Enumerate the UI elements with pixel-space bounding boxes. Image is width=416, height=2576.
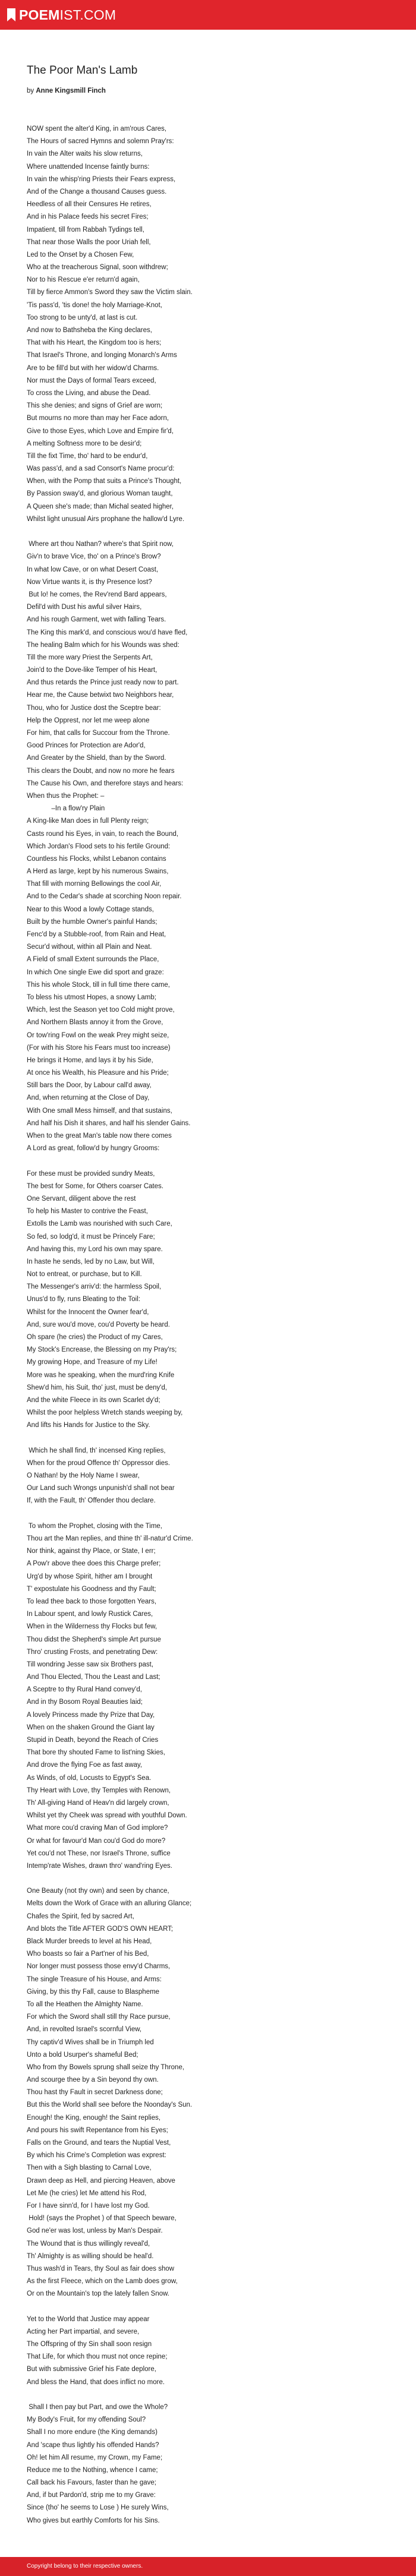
poem-line: And having this, my Lord his own may spare. <box>27 1245 163 1253</box>
poem-line: Reduce me to the Nothing, whence I came; <box>27 2466 158 2474</box>
poem-line: To help his Master to contrive the Feast, <box>27 1208 148 1216</box>
poem-line: By which his Crime's Completion was exprest: <box>27 2152 166 2160</box>
poem-title: The Poor Man's Lamb <box>27 64 138 77</box>
poem-line: One Beauty (not thy own) and seen by chance, <box>27 1887 169 1895</box>
poem-line: When on the shaken Ground the Giant lay <box>27 1723 155 1731</box>
poem-line: To cross the Living, and abuse the Dead. <box>27 389 151 397</box>
poem-line: When in the Wilderness thy Flocks but few, <box>27 1623 157 1631</box>
poem-line: In which One single Ewe did sport and graze: <box>27 968 164 976</box>
poem-line: Not to entreat, or purchase, but to Kill. <box>27 1271 142 1278</box>
poem-line: O Nathan! by the Holy Name I swear, <box>27 1472 140 1480</box>
poem-line: Join'd to the Dove-like Temper of his Heart, <box>27 667 157 674</box>
poem-line: Nor to his Rescue e'er return'd again, <box>27 276 140 284</box>
poem-line: Too strong to be unty'd, at last is cut. <box>27 314 138 321</box>
poem-line: Unto a bold Usurper's shameful Bed; <box>27 2051 138 2059</box>
poem-line: Stupid in Death, beyond the Reach of Cries <box>27 1737 159 1744</box>
poem-line: In what low Cave, or on what Desert Coast, <box>27 566 159 573</box>
poem-line: Melts down the Work of Grace with an alluring Glance; <box>27 1900 192 1908</box>
poem-line: Then with a Sigh blasting to Carnal Love, <box>27 2164 152 2172</box>
poem-line: Led to the Onset by a Chosen Few, <box>27 251 134 258</box>
poem-line: Th' All-giving Hand of Heav'n did largely crown, <box>27 1799 169 1807</box>
poem-line: Who from thy Bowels sprung shall seize thy Throne, <box>27 2063 185 2071</box>
brand-wordmark <box>19 8 116 22</box>
site-footer <box>0 2557 416 2576</box>
poem-line: Heedless of all their Censures He retires, <box>27 201 152 209</box>
poem-line: A Herd as large, kept by his numerous Swains, <box>27 868 169 876</box>
poem-line: Giving, by this thy Fall, cause to Blaspheme <box>27 1988 160 1996</box>
poem-line: T' expostulate his Goodness and thy Fault; <box>27 1585 156 1593</box>
copyright-text: Copyright belong to their respective owners. <box>27 2563 143 2569</box>
poem-line: Since (tho' he seems to Lose ) He surely Wins, <box>27 2504 169 2512</box>
site-logo-link[interactable] <box>7 8 116 22</box>
poem-line: Till by fierce Ammon's Sword they saw the Victim slain. <box>27 289 193 296</box>
stanza <box>27 1520 395 1873</box>
poem-line: And, if but Pardon'd, strip me to my Grave: <box>27 2492 156 2499</box>
poem-line: Yet to the World that Justice may appear <box>27 2315 150 2323</box>
poem-line: And Greater by the Shield, than by the Sword. <box>27 755 166 762</box>
poem-line: And 'scape thus lightly his offended Hands? <box>27 2441 159 2449</box>
stanza <box>27 2401 395 2527</box>
poem-line: Which Jordan's Flood sets to his fertile Ground: <box>27 842 171 850</box>
poem-line: A melting Softness more to be desir'd; <box>27 440 142 447</box>
poem-line: A Queen she's made; than Michal seated higher, <box>27 503 174 510</box>
poem-line: Intemp'rate Wishes, drawn thro' wand'ring Eyes. <box>27 1862 172 1870</box>
poem-line: Near to this Wood a lowly Cottage stands, <box>27 905 154 913</box>
poem-line: Shall I then pay but Part, and owe the Whole? <box>27 2403 168 2411</box>
poem-line: Thro' crusting Frosts, and penetrating Dew: <box>27 1648 158 1656</box>
bookmark-icon <box>7 8 15 21</box>
poem-line: Defil'd with Dust his awful silver Hairs, <box>27 604 142 611</box>
poem-line: The Messenger's arriv'd: the harmless Spoil, <box>27 1283 162 1291</box>
poem-line: As Winds, of old, Locusts to Egypt's Sea. <box>27 1774 152 1782</box>
poem-line: And lifts his Hands for Justice to the Sky. <box>27 1422 150 1429</box>
stanza <box>27 1168 395 1432</box>
poem-line: Thou art the Man replies, and thine th' ill-natur'd Crime. <box>27 1535 193 1542</box>
brand-light: IST.COM <box>59 7 116 23</box>
poem-line: God ne'er was lost, unless by Man's Despair. <box>27 2227 163 2235</box>
poem-line: Whilst light unusual Airs prophane the hallow'd Lyre. <box>27 515 185 523</box>
poem-line: And to the Cedar's shade at scorching Noon repair. <box>27 893 182 901</box>
poem-line: Shall I no more endure (the King demands) <box>27 2429 157 2436</box>
poem-line: A Lord as great, follow'd by hungry Grooms: <box>27 1145 160 1153</box>
poem-line: And now to Bathsheba the King declares, <box>27 327 152 334</box>
poem-line: The healing Balm which for his Wounds was shed: <box>27 641 179 649</box>
brand-bold: POEM <box>19 7 60 23</box>
poem-line: Extolls the Lamb was nourished with such Care, <box>27 1220 172 1228</box>
poem-line: In Labour spent, and lowly Rustick Cares, <box>27 1611 153 1618</box>
poem-line: Shew'd him, his Suit, tho' just, must be deny'd, <box>27 1384 168 1391</box>
poem-line: And pours his swift Repentance from his Eyes; <box>27 2126 168 2134</box>
poem-body <box>27 123 395 2527</box>
poem-line: That with his Heart, the Kingdom too is hers; <box>27 339 162 347</box>
poem-line: Thus wash'd in Tears, thy Soul as fair does show <box>27 2265 175 2272</box>
poem-line: Nor must the Days of formal Tears exceed, <box>27 377 156 384</box>
poem-line: And in his Palace feeds his secret Fires; <box>27 213 149 221</box>
poem-line: But mourns no more than may her Face adorn, <box>27 415 169 422</box>
poem-line: My Stock's Encrease, the Blessing on my Pray'rs; <box>27 1346 177 1354</box>
poem-line: In vain the whisp'ring Priests their Fears express, <box>27 175 176 183</box>
poem-line: Whilst for the Innocent the Owner fear'd, <box>27 1308 149 1316</box>
poem-line: Hear me, the Cause betwixt two Neighbors hear, <box>27 692 174 699</box>
poem-line: The Wound that is thus willingly reveal'd, <box>27 2240 150 2247</box>
stanza <box>27 1445 395 1508</box>
poem-line: And his rough Garment, wet with falling Tears. <box>27 616 166 624</box>
poem-line: What more cou'd craving Man of God implore? <box>27 1824 168 1832</box>
poem-line: The single Treasure of his House, and Arms: <box>27 1975 162 1983</box>
poem-line: Th' Almighty is as willing should be heal'd. <box>27 2252 154 2260</box>
poem-line: Help the Opprest, nor let me weep alone <box>27 716 150 724</box>
poem-line: When for the proud Offence th' Oppressor dies. <box>27 1459 171 1467</box>
poem-line: Thy Heart with Love, thy Temples with Renown, <box>27 1786 171 1794</box>
poem-line: My Body's Fruit, for my offending Soul? <box>27 2416 146 2424</box>
poem-line: In vain the Alter waits his slow returns, <box>27 150 143 158</box>
poem-line: With One small Mess himself, and that sustains, <box>27 1107 172 1115</box>
poem-line: Our Land such Wrongs unpunish'd shall not bear <box>27 1485 175 1492</box>
poem-line: The Cause his Own, and therefore stays and hears: <box>27 779 184 787</box>
poem-line: Still bars the Door, by Labour call'd away, <box>27 1082 152 1090</box>
poem-line: Casts round his Eyes, in vain, to reach the Bound, <box>27 830 179 838</box>
poem-line: Which he shall find, th' incensed King replies, <box>27 1447 166 1454</box>
poem-line: To lead thee back to those forgotten Years, <box>27 1598 157 1605</box>
poem-line: Who gives but earthly Comforts for his Sins. <box>27 2517 160 2524</box>
poem-line: Are to be fill'd but with her widow'd Charms. <box>27 364 159 372</box>
poem-line: Thy captiv'd Wives shall be in Triumph led <box>27 2038 154 2046</box>
poem-line: And bless the Hand, that does inflict no more. <box>27 2378 165 2386</box>
poem-line: When to the great Man's table now there comes <box>27 1132 172 1139</box>
poem-line: Good Princes for Protection are Ador'd, <box>27 742 146 750</box>
poem-line: Whilst the poor helpless Wretch stands weeping by, <box>27 1409 183 1417</box>
poem-line: And of the Change a thousand Causes guess. <box>27 188 167 195</box>
poem-line: But lo! he comes, the Rev'rend Bard appears, <box>27 591 167 598</box>
poem-line: Secur'd without, within all Plain and Neat. <box>27 943 152 951</box>
poem-line: And, in revolted Israel's scornful View, <box>27 2026 142 2034</box>
poem-line: Where art thou Nathan? where's that Spirit now, <box>27 541 174 548</box>
poem-line: And scourge thee by a Sin beyond thy own. <box>27 2076 159 2084</box>
poem-line: A Pow'r above thee does this Charge prefer; <box>27 1560 161 1568</box>
stanza <box>27 123 395 526</box>
stanza <box>27 538 395 1155</box>
poem-line: Or tow'ring Fowl on the weak Prey might seize, <box>27 1031 169 1039</box>
poem-line: Whilst yet thy Cheek was spread with youthful Down. <box>27 1812 187 1820</box>
poem-line: The Offspring of thy Sin shall soon resign <box>27 2341 152 2348</box>
poem-line: Was pass'd, and a sad Consort's Name procur'd: <box>27 465 175 473</box>
poem-line: A lovely Princess made thy Prize that Day, <box>27 1711 155 1719</box>
poem-line: Hold! (says the Prophet ) of that Speech beware, <box>27 2215 177 2223</box>
poem-line: To bless his utmost Hopes, a snowy Lamb; <box>27 993 156 1001</box>
stanza <box>27 1885 395 2300</box>
poem-line: Oh spare (he cries) the Product of my Cares, <box>27 1334 163 1341</box>
poem-line: At once his Wealth, his Pleasure and his Pride; <box>27 1069 169 1077</box>
poem-line: Falls on the Ground, and tears the Nuptial Vest, <box>27 2139 171 2146</box>
poem-line: Or what for favour'd Man cou'd God do more? <box>27 1837 166 1845</box>
poem-line: Till the more wary Priest the Serpents Art, <box>27 654 153 661</box>
poem-line: And half his Dish it shares, and half his slender Gains. <box>27 1119 191 1127</box>
poem-line: And in thy Bosom Royal Beauties laid; <box>27 1699 143 1706</box>
poem-line: When thus the Prophet: – <box>27 792 105 800</box>
poem-line: Let Me (he cries) let Me attend his Rod, <box>27 2189 147 2197</box>
poem-line: When, with the Pomp that suits a Prince's Thought, <box>27 478 182 485</box>
poem-line: Impatient, till from Rabbah Tydings tell, <box>27 226 144 233</box>
poem-line: To all the Heathen the Almighty Name. <box>27 2000 143 2008</box>
poem-line: And, sure wou'd move, cou'd Poverty be heard. <box>27 1321 170 1328</box>
poem-line: NOW spent the alter'd King, in am'rous Cares, <box>27 125 167 132</box>
poem-line: For these must be provided sundry Meats, <box>27 1170 155 1177</box>
poem-line: Till wondring Jesse saw six Brothers past, <box>27 1660 154 1668</box>
poem-line: And, when returning at the Close of Day, <box>27 1094 150 1102</box>
poem-line: This his whole Stock, till in full time there came, <box>27 981 170 989</box>
poem-line: And drove the flying Foe as fast away, <box>27 1761 143 1769</box>
poem-line: Countless his Flocks, whilst Lebanon contains <box>27 855 166 863</box>
poem-line: That Life, for which thou must not once repine; <box>27 2353 168 2361</box>
poem-line: And Northern Blasts annoy it from the Grove, <box>27 1019 163 1027</box>
poem-line: The King this mark'd, and conscious wou'd have fled, <box>27 629 188 636</box>
byline <box>27 87 106 95</box>
poem-line: Yet cou'd not These, nor Israel's Throne, suffice <box>27 1849 171 1857</box>
poem-line: But this the World shall see before the Noonday's Sun. <box>27 2101 193 2109</box>
poem-line: Unus'd to fly, runs Bleating to the Toil: <box>27 1296 140 1303</box>
site-header <box>0 0 416 30</box>
poem-line: Nor longer must possess those envy'd Charms, <box>27 1963 171 1971</box>
poem-line: This she denies; and signs of Grief are worn; <box>27 402 163 410</box>
poem-line: That bore thy shouted Fame to list'ning Skies, <box>27 1749 165 1757</box>
poem-line: Giv'n to brave Vice, tho' on a Prince's Brow? <box>27 553 161 561</box>
poem-line: Nor think, against thy Place, or State, I err; <box>27 1548 156 1555</box>
poem-line: Black Murder breeds to level at his Head, <box>27 1938 152 1945</box>
poem-line: That near those Walls the poor Uriah fell, <box>27 238 151 246</box>
poem-line: Where unattended Incense faintly burns: <box>27 163 150 171</box>
poem-line: Or on the Mountain's top the lately fallen Snow. <box>27 2290 170 2298</box>
poem-line: The Hours of sacred Hymns and solemn Pray'rs: <box>27 138 174 146</box>
poem-line: But with submissive Grief his Fate deplore, <box>27 2366 156 2373</box>
poem-line: And blots the Title AFTER GOD'S OWN HEART; <box>27 1925 174 1933</box>
poem-line: Give to those Eyes, which Love and Empire fir'd, <box>27 427 174 435</box>
poem-line: The best for Some, for Others coarser Cates. <box>27 1182 164 1190</box>
poem-line: By Passion sway'd, and glorious Woman taught, <box>27 490 173 498</box>
poem-line: Enough! the King, enough! the Saint replies, <box>27 2114 161 2122</box>
poem-line: This clears the Doubt, and now no more he fears <box>27 767 175 775</box>
poem-line: Thou hast thy Fault in secret Darkness done; <box>27 2089 163 2097</box>
poem-line: More was he speaking, when the murd'ring Knife <box>27 1371 175 1379</box>
poem-line: Built by the humble Owner's painful Hands; <box>27 918 157 926</box>
poem-line: Oh! let him All resume, my Crown, my Fame; <box>27 2454 163 2461</box>
poem-line: Which, lest the Season yet too Cold might prove, <box>27 1006 175 1014</box>
poem-line: Acting her Part impartial, and severe, <box>27 2328 140 2335</box>
poem-line: A Sceptre to thy Rural Hand convey'd, <box>27 1686 142 1694</box>
byline-prefix: by <box>27 87 34 94</box>
poem-line: Thou didst the Shepherd's simple Art pursue <box>27 1636 161 1643</box>
poem-line: That Israel's Throne, and longing Monarch's Arms <box>27 352 177 359</box>
poem-line: One Servant, diligent above the rest <box>27 1195 136 1202</box>
poem-line: For which the Sword shall still thy Race pursue, <box>27 2013 171 2021</box>
poem-line: Chafes the Spirit, fed by sacred Art, <box>27 1912 134 1920</box>
poem-line: Drawn deep as Hell, and piercing Heaven, above <box>27 2177 175 2184</box>
poem-line: He brings it Home, and lays it by his Side, <box>27 1056 153 1064</box>
poem-line: A Field of small Extent surrounds the Place, <box>27 956 159 964</box>
poem-line: Fenc'd by a Stubble-roof, from Rain and Heat, <box>27 931 166 938</box>
poem-line: Urg'd by whose Spirit, hither am I brought <box>27 1573 153 1580</box>
stanza <box>27 2313 395 2389</box>
author-link[interactable]: Anne Kingsmill Finch <box>36 87 106 94</box>
poem-line: (For with his Store his Fears must too increase) <box>27 1044 171 1052</box>
poem-line: For him, that calls for Succour from the Throne. <box>27 730 170 737</box>
poem-line: Thou, who for Justice dost the Sceptre bear: <box>27 704 161 712</box>
poem-line: Who at the treacherous Signal, soon withdrew; <box>27 264 168 272</box>
poem-line: In haste he sends, led by no Law, but Will, <box>27 1258 155 1265</box>
poem-line: Who boasts so fair a Part'ner of his Bed, <box>27 1950 149 1958</box>
poem-line: For I have sinn'd, for I have lost my God. <box>27 2202 150 2209</box>
poem-line: That fill with morning Bellowings the cool Air, <box>27 880 162 888</box>
poem-line: And thus retards the Prince just ready now to part. <box>27 679 179 687</box>
poem-line: If, with the Fault, th' Offender thou declare. <box>27 1497 156 1505</box>
poem-line: –In a flow'ry Plain <box>27 805 105 813</box>
poem-line: As the first Fleece, which on the Lamb does grow, <box>27 2278 178 2285</box>
poem-line: Now Virtue wants it, is thy Presence lost? <box>27 578 152 586</box>
poem-line: To whom the Prophet, closing with the Time, <box>27 1522 162 1530</box>
poem-line: Till the fixt Time, tho' hard to be endur'd, <box>27 452 148 460</box>
poem-line: My growing Hope, and Treasure of my Life! <box>27 1359 157 1366</box>
poem-line: Call back his Favours, faster than he gave; <box>27 2479 156 2487</box>
poem-line: A King-like Man does in full Plenty reign; <box>27 817 149 825</box>
poem-line: So fed, so lodg'd, it must be Princely Fare; <box>27 1233 155 1240</box>
poem-line: And the white Fleece in its own Scarlet dy'd; <box>27 1396 160 1404</box>
poem-line: 'Tis pass'd, 'tis done! the holy Marriage-Knot, <box>27 301 162 309</box>
poem-line: And Thou Elected, Thou the Least and Last; <box>27 1674 160 1681</box>
